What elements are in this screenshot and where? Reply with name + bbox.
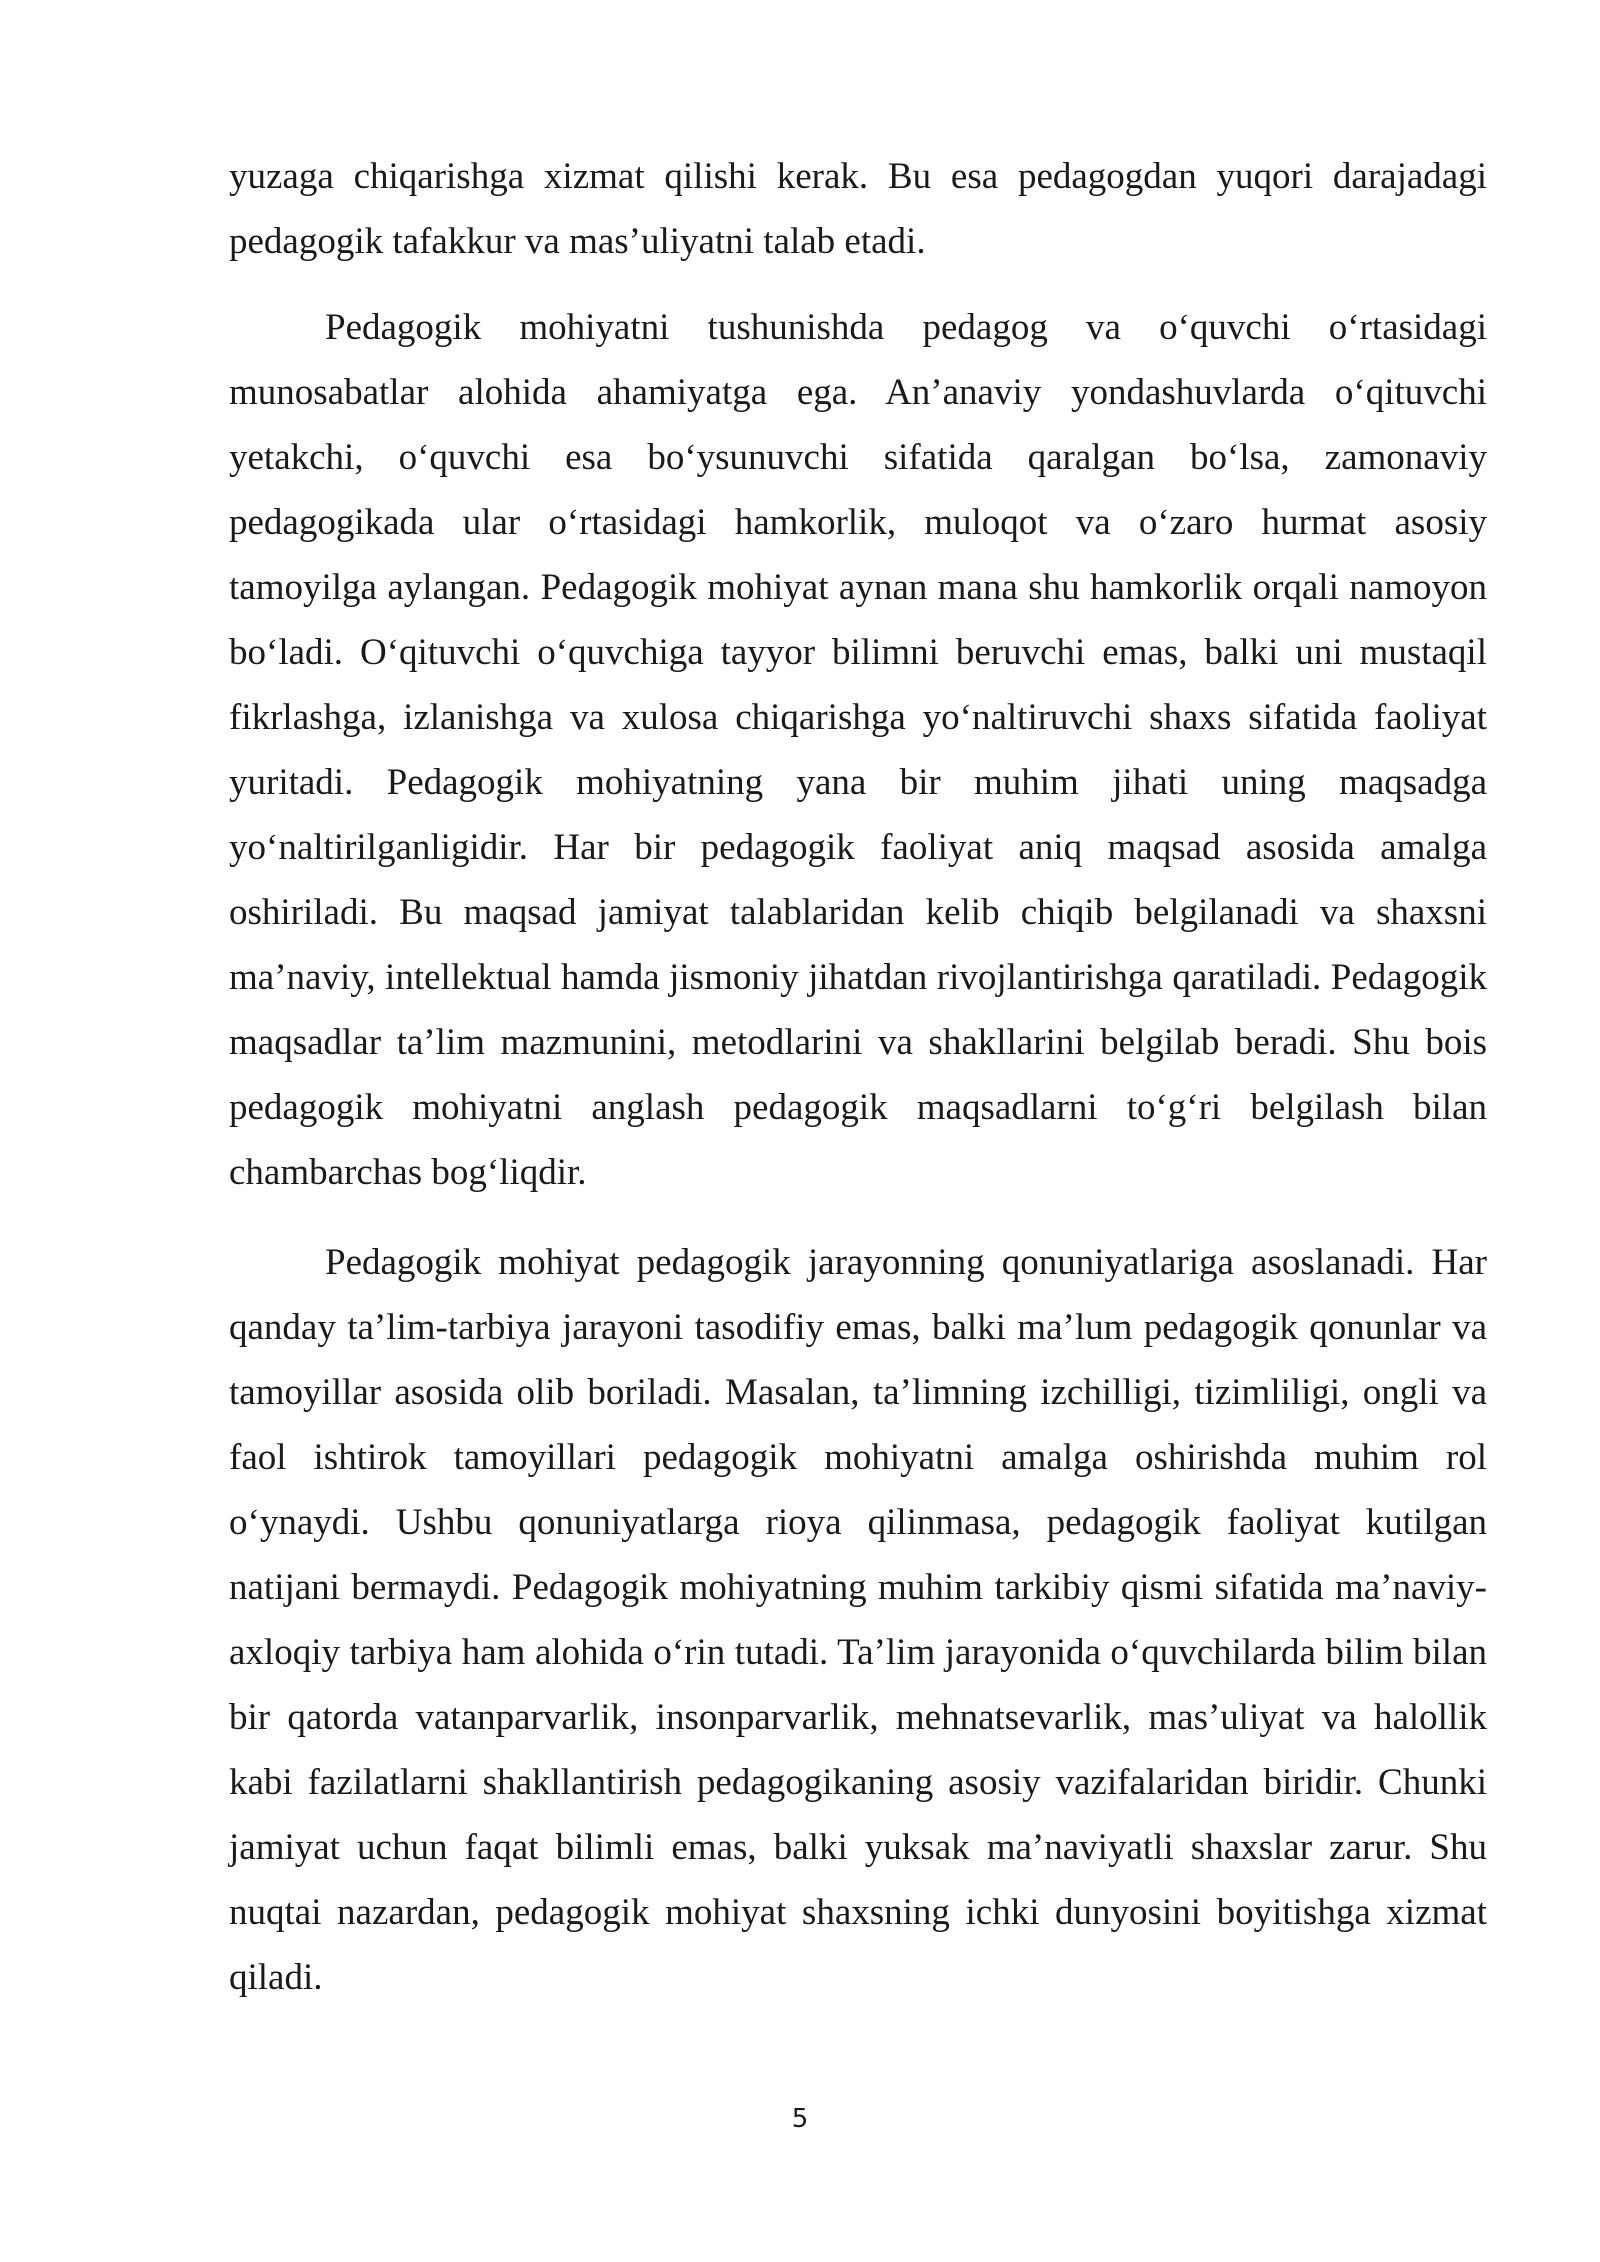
paragraph-2-text: Pedagogik mohiyatni tushunishda pedagog va o‘quvchi o‘rtasidagi munosabatlar alohida ahamiyatga ega. An’anaviy yondashuvlarda o‘qituvchi yetakchi, o‘quvchi esa bo‘ysunuvchi sifatida qaralgan bo‘lsa, zamonaviy pedagogikada ular o‘rtasidagi hamkorlik, muloqot va o‘zaro hurmat asosiy tamoyilga aylangan. Pedagogik mohiyat aynan mana shu hamkorlik orqali namoyon bo‘ladi. O‘qituvchi o‘quvchiga tayyor bilimni beruvchi emas, balki uni mustaqil fikrlashga, izlanishga va xulosa chiqarishga yo‘naltiruvchi shaxs sifatida faoliyat yuritadi. Pedagogik mohiyatning yana bir muhim jihati uning maqsadga yo‘naltirilganligidir. Har bir pedagogik faoliyat aniq maqsad asosida amalga oshiriladi. Bu maqsad jamiyat talablaridan kelib chiqib belgilanadi va shaxsni ma’naviy, intellektual hamda jismoniy jihatdan rivojlantirishga qaratiladi. Pedagogik maqsadlar ta’lim mazmunini, metodlarini va shakllarini belgilab beradi. Shu bois pedagogik mohiyatni anglash pedagogik maqsadlarni to‘g‘ri belgilash bilan chambarchas bog‘liqdir.	[229, 307, 1487, 1193]
page-number: 5	[791, 2104, 809, 2134]
paragraph-3-text: Pedagogik mohiyat pedagogik jarayonning qonuniyatlariga asoslanadi. Har qanday ta’lim-tarbiya jarayoni tasodifiy emas, balki ma’lum pedagogik qonunlar va tamoyillar asosida olib boriladi. Masalan, ta’limning izchilligi, tizimliligi, ongli va faol ishtirok tamoyillari pedagogik mohiyatni amalga oshirishda muhim rol o‘ynaydi. Ushbu qonuniyatlarga rioya qilinmasa, pedagogik faoliyat kutilgan natijani bermaydi. Pedagogik mohiyatning muhim tarkibiy qismi sifatida ma’naviy-axloqiy tarbiya ham alohida o‘rin tutadi. Ta’lim jarayonida o‘quvchilarda bilim bilan bir qatorda vatanparvarlik, insonparvarlik, mehnatsevarlik, mas’uliyat va halollik kabi fazilatlarni shakllantirish pedagogikaning asosiy vazifalaridan biridir. Chunki jamiyat uchun faqat bilimli emas, balki yuksak ma’naviyatli shaxslar zarur. Shu nuqtai nazardan, pedagogik mohiyat shaxsning ichki dunyosini boyitishga xizmat qiladi.	[229, 1242, 1487, 1998]
paragraph-teacher-student-relations	[229, 295, 1487, 1205]
paragraph-1-text: yuzaga chiqarishga xizmat qilishi kerak. Bu esa pedagogdan yuqori darajadagi pedagogik tafakkur va mas’uliyatni talab etadi.	[229, 156, 1487, 262]
paragraph-continuation	[229, 144, 1487, 274]
paragraph-pedagogical-laws	[229, 1230, 1487, 2010]
